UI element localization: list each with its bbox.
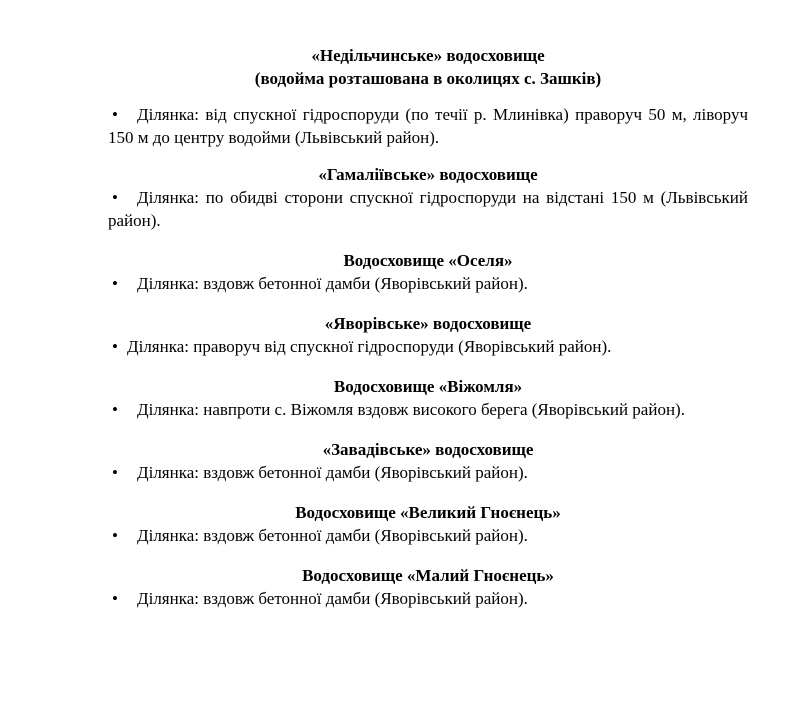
section-heading <box>108 564 748 587</box>
heading-line: Водосховище «Віжомля» <box>333 377 523 396</box>
document-page <box>108 44 748 627</box>
heading-line: Водосховище «Малий Гноєнець» <box>302 566 554 585</box>
section-heading <box>108 501 748 524</box>
list-item <box>108 398 748 421</box>
reservoir-section-nedilchynske <box>108 44 748 149</box>
bullet-icon: • <box>112 463 118 482</box>
reservoir-section-velykyi-hnoienets <box>108 501 748 547</box>
item-text: Ділянка: праворуч від спускної гідроспоруди (Яворівський район). <box>127 337 612 356</box>
reservoir-section-oselia <box>108 249 748 295</box>
bullet-icon: • <box>112 337 118 356</box>
item-text: Ділянка: навпроти с. Віжомля вздовж високого берега (Яворівський район). <box>137 400 685 419</box>
list-item <box>108 335 748 358</box>
reservoir-section-zavadivske <box>108 438 748 484</box>
section-heading <box>108 438 748 461</box>
list-item <box>108 587 748 610</box>
list-item <box>108 461 748 484</box>
heading-line: «Завадівське» водосховище <box>322 440 534 459</box>
section-heading <box>108 44 748 90</box>
section-heading <box>108 375 748 398</box>
reservoir-section-hamaliivske <box>108 163 748 232</box>
list-item <box>108 524 748 547</box>
reservoir-section-yavorivske <box>108 312 748 358</box>
section-heading <box>108 312 748 335</box>
item-text: Ділянка: від спускної гідроспоруди (по течії р. Млинівка) праворуч 50 м, ліворуч 150 м до центру водойми (Львівський район). <box>108 105 748 147</box>
item-text: Ділянка: вздовж бетонної дамби (Яворівський район). <box>137 589 528 608</box>
bullet-icon: • <box>112 589 118 608</box>
section-heading <box>108 249 748 272</box>
heading-line: Водосховище «Оселя» <box>343 251 513 270</box>
item-text: Ділянка: вздовж бетонної дамби (Яворівський район). <box>137 526 528 545</box>
bullet-icon: • <box>112 188 118 207</box>
item-text: Ділянка: вздовж бетонної дамби (Яворівський район). <box>137 463 528 482</box>
reservoir-section-vizhomlia <box>108 375 748 421</box>
list-item <box>108 186 748 232</box>
list-item <box>108 103 748 149</box>
bullet-icon: • <box>112 105 118 124</box>
section-heading <box>108 163 748 186</box>
bullet-icon: • <box>112 400 118 419</box>
item-text: Ділянка: вздовж бетонної дамби (Яворівський район). <box>137 274 528 293</box>
heading-subline: (водойма розташована в околицях с. Зашків) <box>254 69 602 88</box>
heading-line: «Яворівське» водосховище <box>324 314 532 333</box>
bullet-icon: • <box>112 274 118 293</box>
heading-line: Водосховище «Великий Гноєнець» <box>295 503 561 522</box>
heading-line: «Гамаліївське» водосховище <box>318 165 538 184</box>
reservoir-section-malyi-hnoienets <box>108 564 748 610</box>
heading-line: «Недільчинське» водосховище <box>311 46 545 65</box>
bullet-icon: • <box>112 526 118 545</box>
list-item <box>108 272 748 295</box>
item-text: Ділянка: по обидві сторони спускної гідроспоруди на відстані 150 м (Львівський район). <box>108 188 748 230</box>
